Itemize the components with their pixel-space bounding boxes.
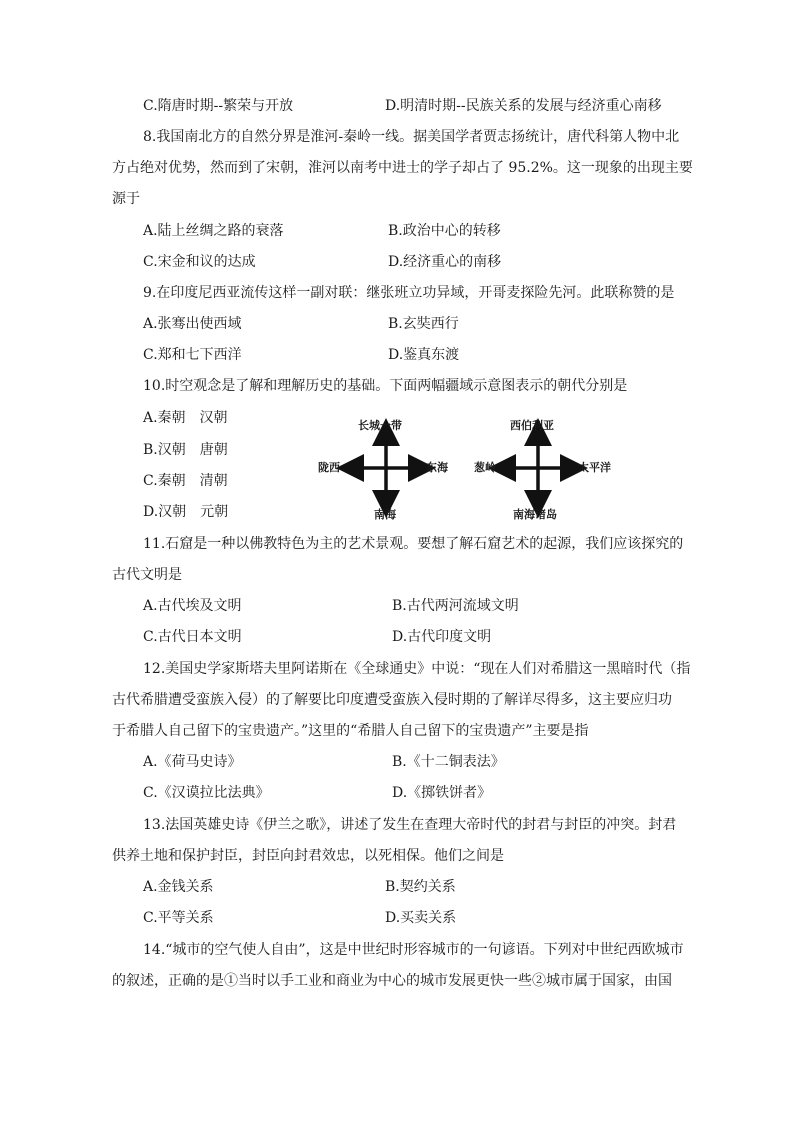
map1-north-label: 长城一带 — [358, 419, 402, 432]
q8-stem-line-2: 方占绝对优势，然而到了宋朝，淮河以南考中进士的学子却占了 95.2%。这一现象的出现主要 — [112, 160, 693, 176]
q9-option-c: C.郑和七下西洋 — [143, 347, 242, 363]
q12-stem-line-2: 古代希腊遭受蛮族入侵）的了解要比印度遭受蛮族入侵时期的了解详尽得多，这主要应归功 — [112, 692, 672, 708]
q13-stem-line-2: 供养土地和保护封臣，封臣向封君效忠，以死相保。他们之间是 — [112, 848, 504, 864]
q9-option-d: D.鉴真东渡 — [388, 347, 460, 363]
q12-option-d: D.《掷铁饼者》 — [392, 785, 492, 801]
map1-east-label: 东海 — [426, 461, 448, 474]
q8-option-d: D.经济重心的南移 — [388, 254, 502, 270]
q11-stem-line-2: 古代文明是 — [112, 567, 182, 583]
q14-stem-line-2: 的叙述，正确的是①当时以手工业和商业为中心的城市发展更快一些②城市属于国家，由国 — [112, 973, 672, 989]
q8-option-c: C.宋金和议的达成 — [143, 254, 256, 270]
map2-east-label: 太平洋 — [578, 461, 611, 474]
q10-stem: 10.时空观念是了解和理解历史的基础。下面两幅疆域示意图表示的朝代分别是 — [143, 378, 628, 394]
map1-cross-arrows — [346, 428, 426, 508]
map2-cross-arrows — [498, 428, 578, 508]
q8-option-a: A.陆上丝绸之路的衰落 — [143, 223, 284, 239]
q13-option-d: D.买卖关系 — [385, 910, 457, 926]
q13-option-a: A.金钱关系 — [143, 879, 214, 895]
q10-option-d: D.汉朝 元朝 — [143, 504, 229, 520]
q11-option-d: D.古代印度文明 — [392, 629, 492, 645]
q11-stem-line-1: 11.石窟是一种以佛教特色为主的艺术景观。要想了解石窟艺术的起源，我们应该探究的 — [143, 536, 684, 552]
q12-stem-line-1: 12.美国史学家斯塔夫里阿诺斯在《全球通史》中说：“现在人们对希腊这一黑暗时代（指 — [143, 661, 691, 677]
q8-option-b: B.政治中心的转移 — [388, 223, 501, 239]
q12-option-b: B.《十二铜表法》 — [392, 754, 505, 770]
q12-stem-line-3: 于希腊人自己留下的宝贵遗产。”这里的“希腊人自己留下的宝贵遗产”主要是指 — [112, 723, 589, 739]
q13-stem-line-1: 13.法国英雄史诗《伊兰之歌》，讲述了发生在查理大帝时代的封君与封臣的冲突。封君 — [143, 817, 677, 833]
q10-option-c: C.秦朝 清朝 — [143, 473, 228, 489]
q10-option-b: B.汉朝 唐朝 — [143, 442, 228, 458]
q9-option-b: B.玄奘西行 — [388, 316, 459, 332]
q12-option-a: A.《荷马史诗》 — [143, 754, 242, 770]
map2-west-label: 葱岭 — [474, 461, 496, 474]
q11-option-a: A.古代埃及文明 — [143, 598, 242, 614]
q7-option-c: C.隋唐时期--繁荣与开放 — [143, 98, 294, 114]
q8-stem-line-1: 8.我国南北方的自然分界是淮河-秦岭一线。据美国学者贾志扬统计，唐代科第人物中北 — [143, 129, 680, 145]
q8-stem-line-3: 源于 — [112, 191, 140, 207]
q11-option-c: C.古代日本文明 — [143, 629, 242, 645]
map1-south-label: 南海 — [374, 508, 396, 521]
q7-option-d: D.明清时期--民族关系的发展与经济重心南移 — [385, 98, 662, 114]
q9-option-a: A.张骞出使西域 — [143, 316, 242, 332]
q11-option-b: B.古代两河流域文明 — [392, 598, 519, 614]
q10-option-a: A.秦朝 汉朝 — [143, 410, 228, 426]
map2-south-label: 南海诸岛 — [513, 508, 557, 521]
map1-west-label: 陇西 — [318, 461, 340, 474]
q14-stem-line-1: 14.“城市的空气使人自由”，这是中世纪时形容城市的一句谚语。下列对中世纪西欧城市 — [143, 942, 684, 958]
q9-stem: 9.在印度尼西亚流传这样一副对联：继张班立功异域，开哥麦探险先河。此联称赞的是 — [143, 285, 675, 301]
q12-option-c: C.《汉谟拉比法典》 — [143, 785, 270, 801]
q13-option-c: C.平等关系 — [143, 910, 214, 926]
q13-option-b: B.契约关系 — [385, 879, 456, 895]
map2-north-label: 西伯利亚 — [510, 419, 554, 432]
